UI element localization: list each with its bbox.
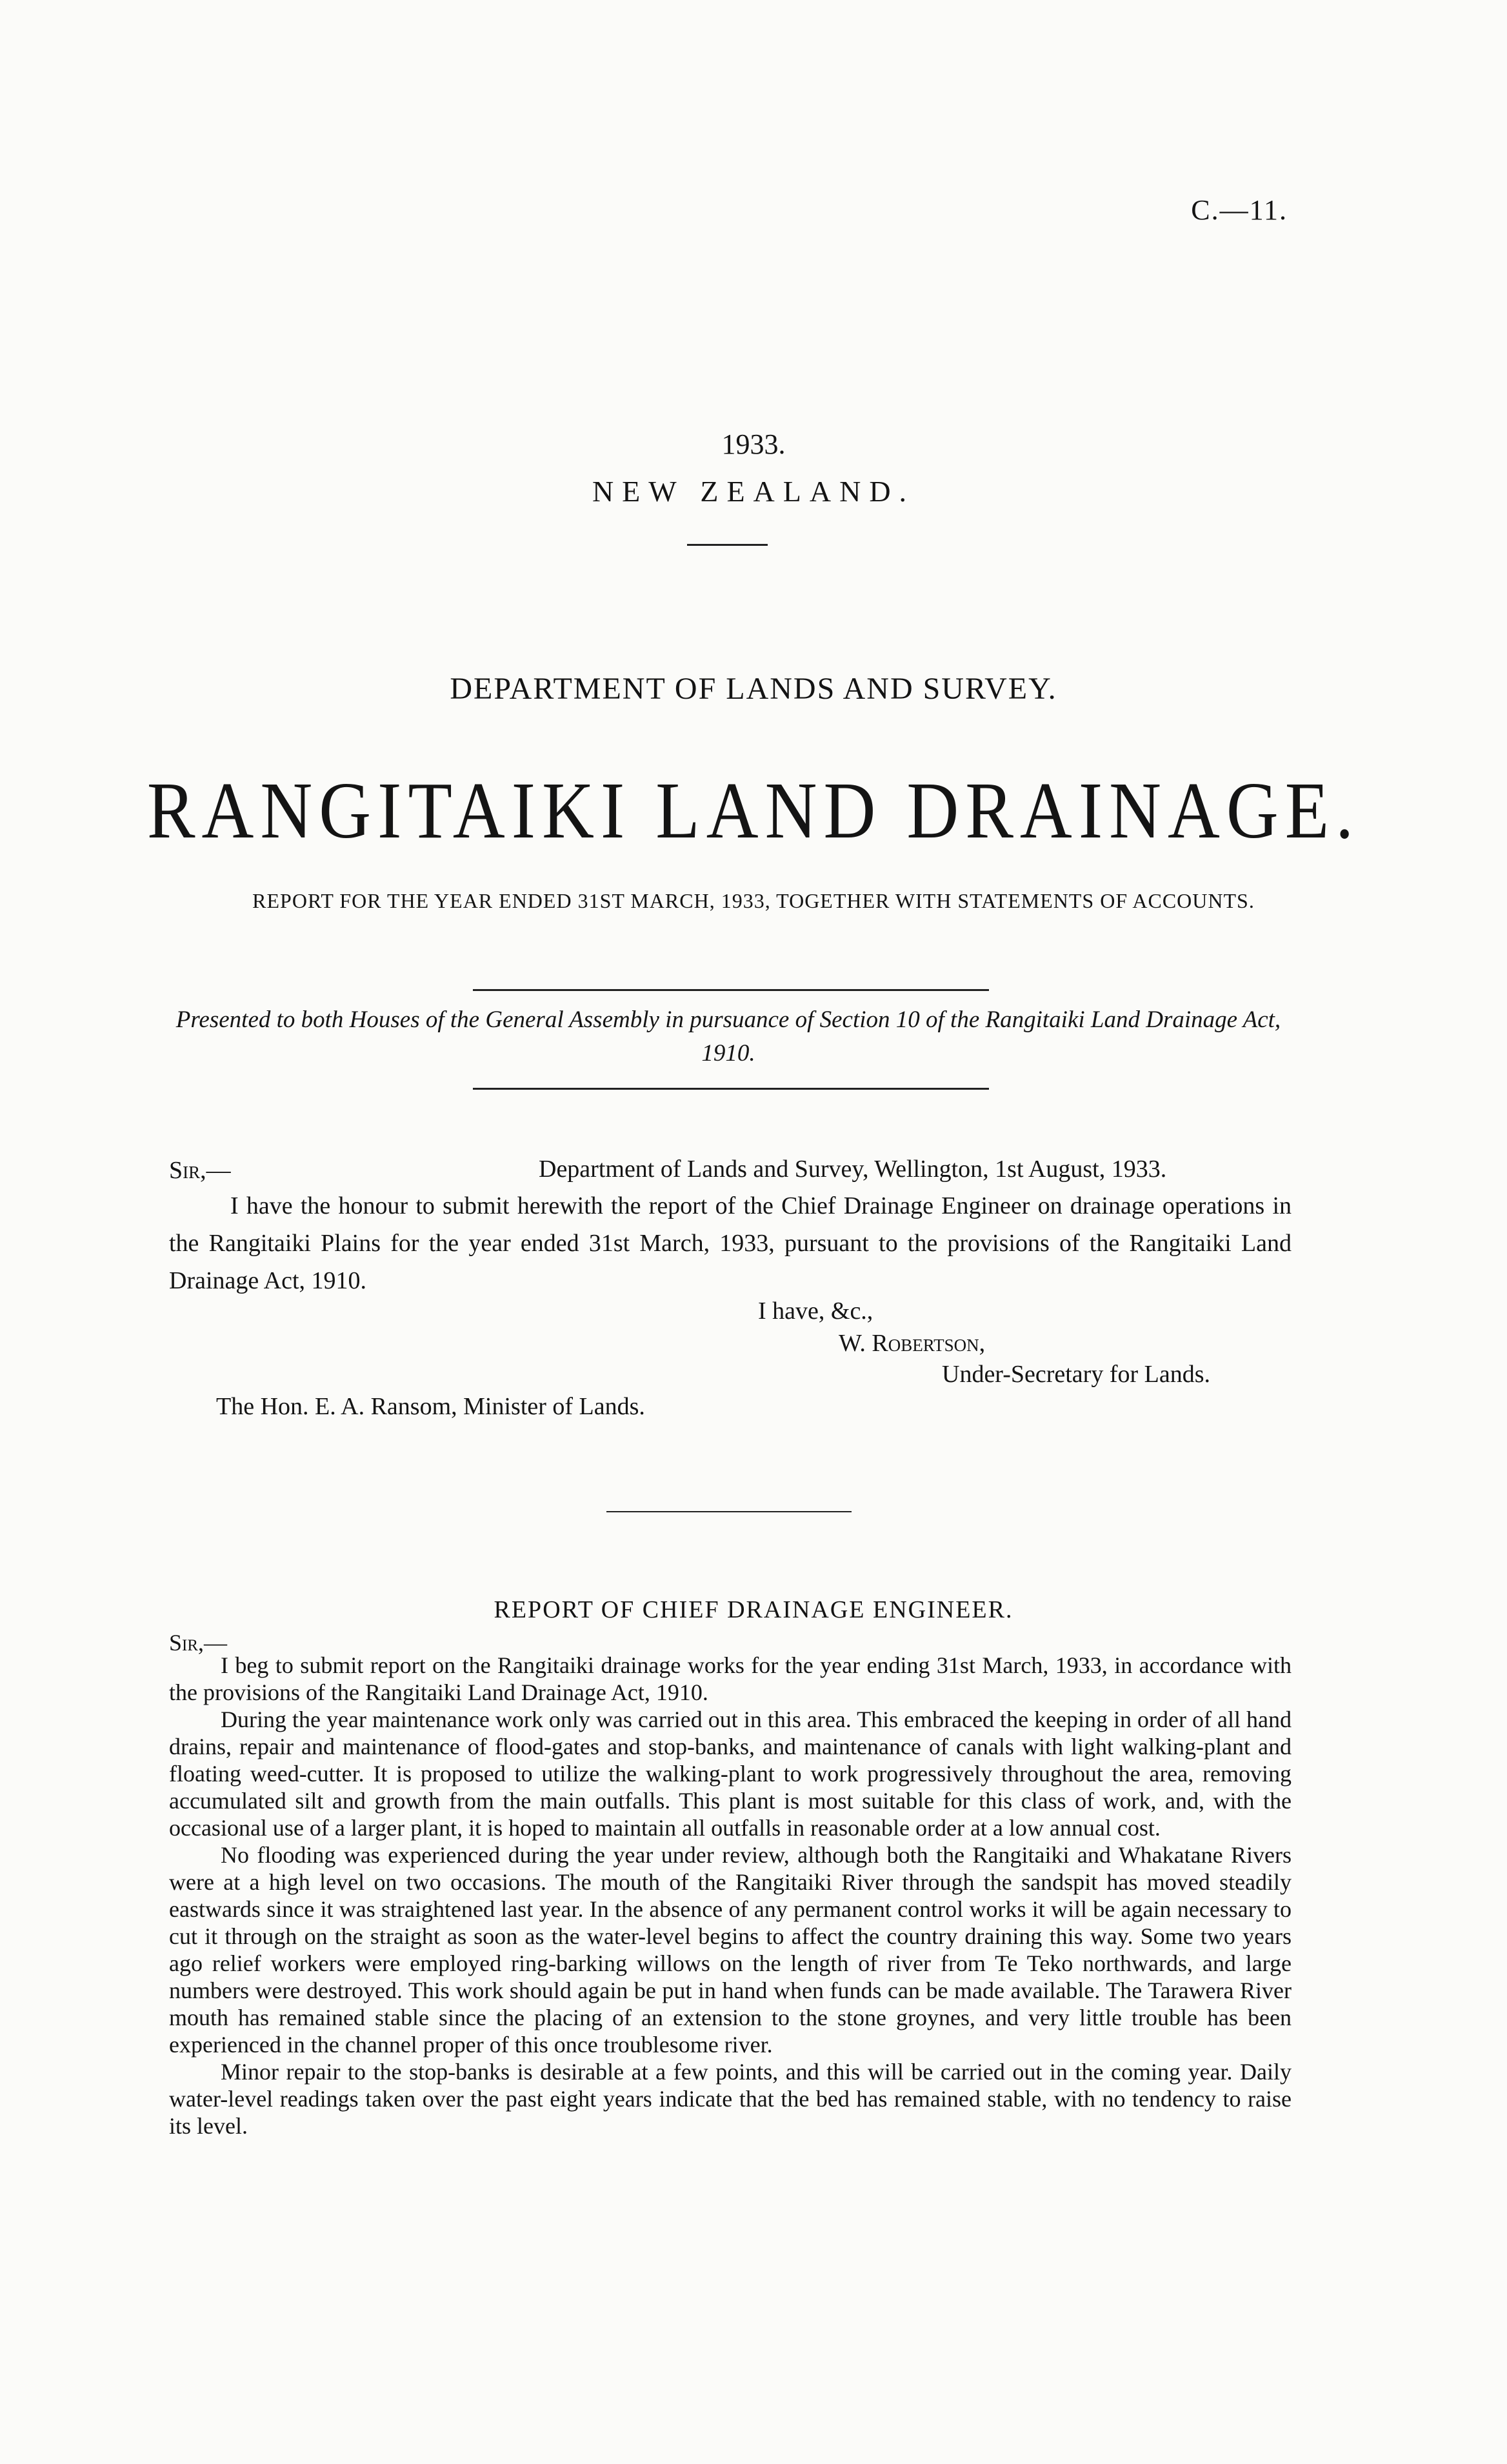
letter-dateline: Department of Lands and Survey, Wellington, 1st August, 1933.: [539, 1156, 1167, 1183]
document-subtitle: REPORT FOR THE YEAR ENDED 31ST MARCH, 1933, TOGETHER WITH STATEMENTS OF ACCOUNTS.: [252, 889, 1255, 912]
presented-note: Presented to both Houses of the General Assembly in pursuance of Section 10 of the Rangitaiki Land Drainage Act, 1910.: [175, 1007, 1281, 1067]
letter-closing: I have, &c.,: [758, 1297, 873, 1325]
document-title: RANGITAIKI LAND DRAINAGE.: [146, 766, 1361, 856]
report-paragraph: No flooding was experienced during the year under review, although both the Rangitaiki and Whakatane Rivers were at a high level on two occasions. The mouth of the Rangitaiki River through the sandspit has moved steadily eastwards since it was straightened last year. In the absence of any permanent control works it will be again necessary to cut it through on the straight as soon as the water-level begins to affect the country draining this way. Some two years ago relief workers were employed ring-barking willows on the length of river from Te Teko northwards, and large numbers were destroyed. This work should again be put in hand when funds can be made available. The Tarawera River mouth has remained stable since the placing of an extension to the stone groynes, and very little trouble has been experienced in the channel proper of this once troublesome river.: [169, 1842, 1292, 2058]
signatory-title: Under-Secretary for Lands.: [942, 1361, 1210, 1388]
report-body: [169, 1652, 1292, 2139]
divider-short: [687, 544, 768, 546]
section-divider: [606, 1511, 852, 1512]
letter-signature: W. Robertson,: [839, 1330, 986, 1357]
divider-upper: [473, 989, 989, 991]
report-paragraph: During the year maintenance work only was carried out in this area. This embraced the keeping in order of all hand drains, repair and maintenance of flood-gates and stop-banks, and maintenance of canals with light walking-plant and floating weed-cutter. It is proposed to utilize the walking-plant to work progressively throughout the area, removing accumulated silt and growth from the main outfalls. This plant is most suitable for this class of work, and, with the occasional use of a larger plant, it is hoped to maintain all outfalls in reasonable order at a low annual cost.: [169, 1707, 1292, 1841]
letter-salutation: Sir,—: [169, 1157, 231, 1184]
report-salutation: Sir,—: [169, 1630, 228, 1656]
letter-addressee: The Hon. E. A. Ransom, Minister of Lands.: [216, 1393, 645, 1420]
report-paragraph: Minor repair to the stop-banks is desirable at a few points, and this will be carried out in the coming year. Daily water-level readings taken over the past eight years indicate that the bed has remained stable, with no tendency to raise its level.: [169, 2059, 1292, 2139]
department-heading: DEPARTMENT OF LANDS AND SURVEY.: [450, 672, 1057, 706]
report-heading: REPORT OF CHIEF DRAINAGE ENGINEER.: [494, 1596, 1013, 1623]
paper-reference: C.—11.: [1191, 194, 1288, 226]
report-paragraph: I beg to submit report on the Rangitaiki drainage works for the year ending 31st March, 1933, in accordance with the provisions of the Rangitaiki Land Drainage Act, 1910.: [169, 1652, 1292, 1705]
divider-lower: [473, 1088, 989, 1090]
country-heading: NEW ZEALAND.: [592, 475, 915, 508]
letter-body: I have the honour to submit herewith the report of the Chief Drainage Engineer on drainage operations in the Rangitaiki Plains for the year ended 31st March, 1933, pursuant to the provisions of the Rangitaiki Land Drainage Act, 1910.: [169, 1192, 1292, 1294]
year-heading: 1933.: [721, 428, 786, 460]
